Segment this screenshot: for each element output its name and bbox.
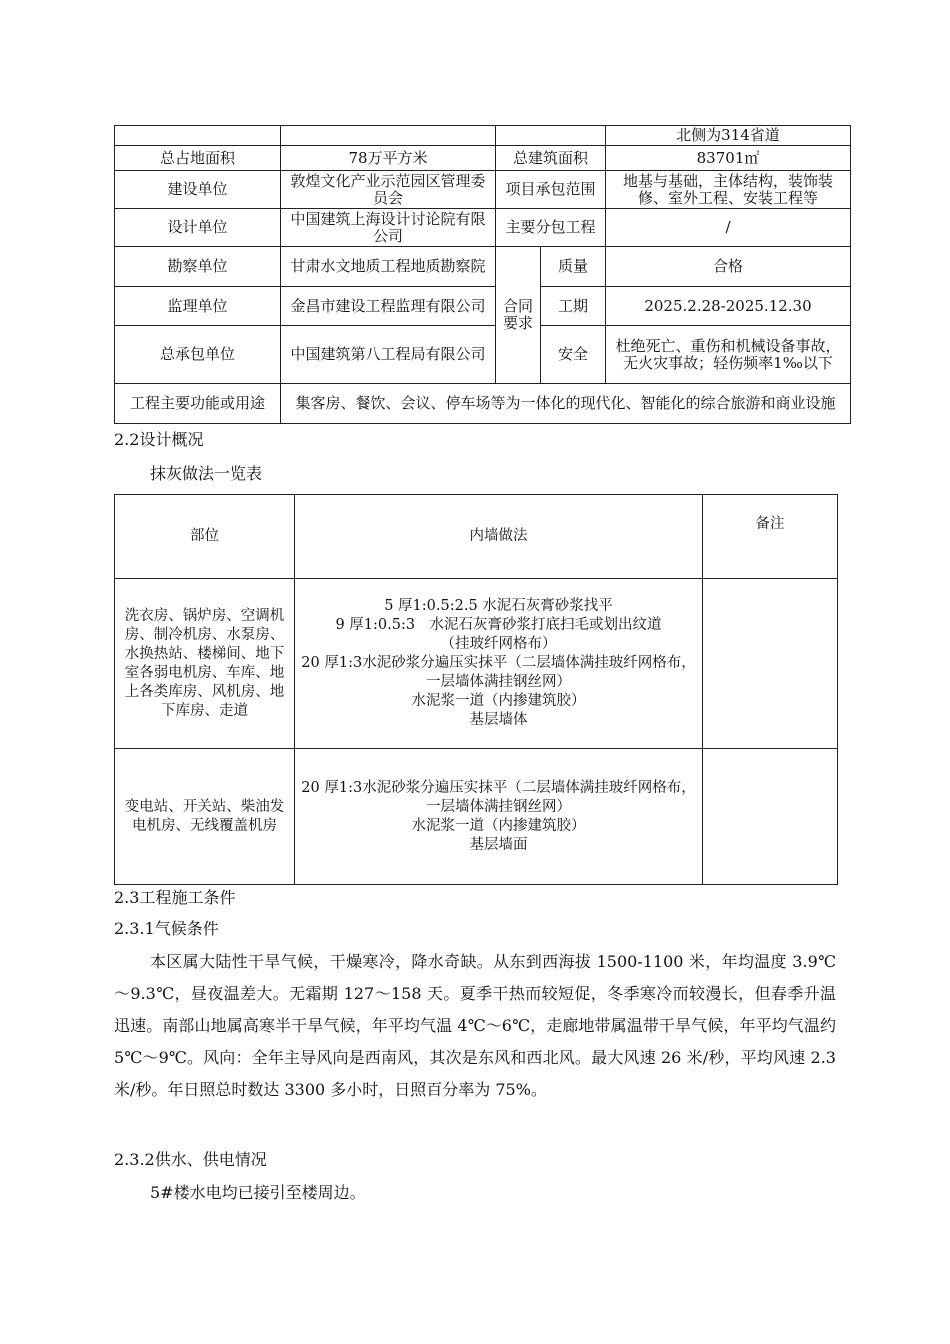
section-heading-2-3: 2.3工程施工条件: [114, 888, 236, 907]
table-cell: 总建筑面积: [496, 146, 606, 171]
table-row: [115, 126, 851, 146]
table-cell: [281, 126, 496, 146]
part-cell: 洗衣房、锅炉房、空调机房、制冷机房、水泵房、水换热站、楼梯间、地下室各弱电机房、车库、地上各类库房、风机房、地下库房、走道: [115, 579, 295, 749]
table-row: [115, 287, 851, 326]
table-row: [115, 749, 838, 885]
table-row: [115, 247, 851, 287]
plaster-methods-table: [114, 494, 838, 885]
plaster-table-title: 抹灰做法一览表: [150, 464, 263, 483]
table-cell: 安全: [541, 326, 606, 384]
table-cell: 主要分包工程: [496, 209, 606, 247]
section-heading-2-3-1: 2.3.1气候条件: [114, 919, 219, 938]
table-cell: 地基与基础，主体结构，装饰装修、室外工程、安装工程等: [606, 171, 851, 209]
table-cell: 甘肃水文地质工程地质勘察院: [281, 247, 496, 287]
table-cell: 工程主要功能或用途: [115, 384, 281, 424]
table-row: [115, 146, 851, 171]
section-heading-2-3-2: 2.3.2供水、供电情况: [114, 1150, 267, 1169]
table-row: [115, 579, 838, 749]
table-cell: 总占地面积: [115, 146, 281, 171]
table-cell: 合格: [606, 247, 851, 287]
note-cell: [703, 749, 838, 885]
table-cell: 83701㎡: [606, 146, 851, 171]
table-row: [115, 209, 851, 247]
table-row: [115, 171, 851, 209]
table-header-row: [115, 495, 838, 579]
table-cell: 2025.2.28-2025.12.30: [606, 287, 851, 326]
table-row: [115, 384, 851, 424]
supply-paragraph: 5#楼水电均已接引至楼周边。: [150, 1183, 366, 1202]
table-cell: 设计单位: [115, 209, 281, 247]
table-cell: 中国建筑第八工程局有限公司: [281, 326, 496, 384]
table-cell: /: [606, 209, 851, 247]
table-cell: [496, 126, 606, 146]
project-info-table: [114, 125, 851, 424]
table-row: [115, 326, 851, 384]
table-cell: 质量: [541, 247, 606, 287]
table-cell: 集客房、餐饮、会议、停车场等为一体化的现代化、智能化的综合旅游和商业设施: [281, 384, 851, 424]
table-cell: 勘察单位: [115, 247, 281, 287]
table-cell: 金昌市建设工程监理有限公司: [281, 287, 496, 326]
table-cell: 项目承包范围: [496, 171, 606, 209]
table-cell: 敦煌文化产业示范园区管理委员会: [281, 171, 496, 209]
table-cell: 北侧为314省道: [606, 126, 851, 146]
table-cell: 78万平方米: [281, 146, 496, 171]
method-cell: 5 厚1:0.5:2.5 水泥石灰膏砂浆找平 9 厚1:0.5:3 水泥石灰膏砂浆打底扫毛或划出纹道 （挂玻纤网格布） 20 厚1:3水泥砂浆分遍压实抹平（二层墙体满挂玻纤网格布，一层墙体满挂钢丝网） 水泥浆一道（内掺建筑胶） 基层墙体: [295, 579, 703, 749]
method-cell: 20 厚1:3水泥砂浆分遍压实抹平（二层墙体满挂玻纤网格布，一层墙体满挂钢丝网） 水泥浆一道（内掺建筑胶） 基层墙面: [295, 749, 703, 885]
note-cell: [703, 579, 838, 749]
table-cell: 中国建筑上海设计讨论院有限公司: [281, 209, 496, 247]
table-cell: [115, 126, 281, 146]
section-heading-2-2: 2.2设计概况: [114, 430, 204, 449]
table-cell: 工期: [541, 287, 606, 326]
table-cell: 建设单位: [115, 171, 281, 209]
header-part: 部位: [115, 495, 295, 579]
part-cell: 变电站、开关站、柴油发电机房、无线覆盖机房: [115, 749, 295, 885]
header-method: 内墙做法: [295, 495, 703, 579]
header-note: 备注: [703, 495, 838, 579]
climate-paragraph: 本区属大陆性干旱气候，干燥寒冷，降水奇缺。从东到西海拔 1500-1100 米，年均温度 3.9℃～9.3℃，昼夜温差大。无霜期 127～158 天。夏季干热而较短促，冬季寒冷而较漫长，但春季升温迅速。南部山地属高寒半干旱气候，年平均气温 4℃～6℃，走廊地带属温带干旱气候，年平均气温约 5℃～9℃。风向：全年主导风向是西南风，其次是东风和西北风。最大风速 26 米/秒，平均风速 2.3 米/秒。年日照总时数达 3300 多小时，日照百分率为 75%。: [114, 952, 836, 1099]
table-cell: 杜绝死亡、重伤和机械设备事故，无火灾事故；轻伤频率1‰以下: [606, 326, 851, 384]
table-cell: 总承包单位: [115, 326, 281, 384]
table-cell: 监理单位: [115, 287, 281, 326]
contract-requirements-cell: 合同 要求: [496, 247, 541, 384]
